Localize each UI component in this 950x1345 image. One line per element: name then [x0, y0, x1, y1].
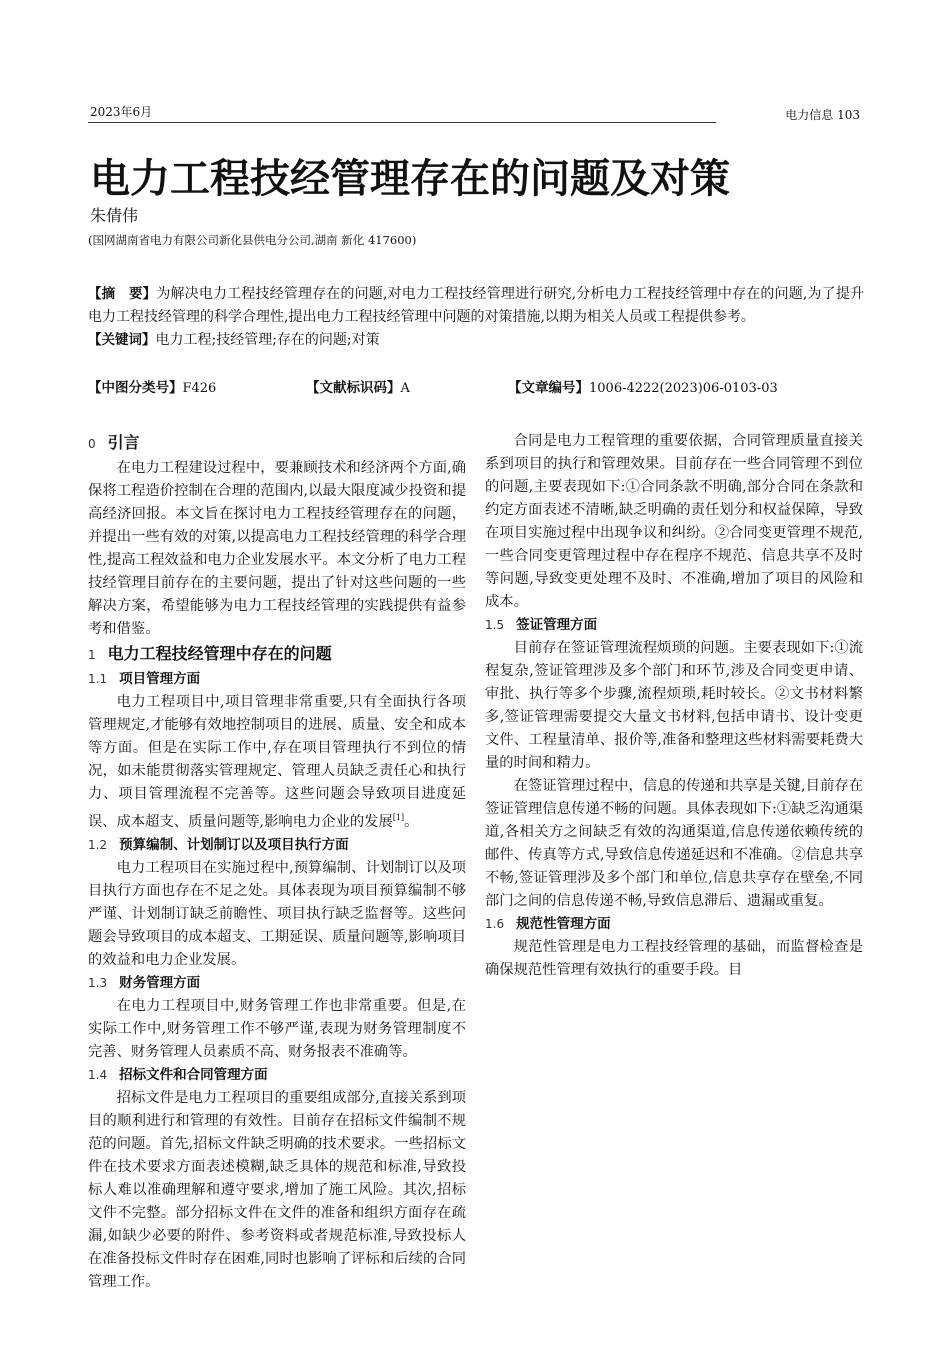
paper-title: 电力工程技经管理存在的问题及对策: [90, 156, 730, 202]
subsection-heading: [88, 972, 466, 995]
section-title: 项目管理方面: [119, 671, 201, 687]
abstract: [88, 283, 864, 329]
abstract-label: 【摘 要】: [88, 286, 157, 302]
paragraph: [88, 691, 466, 834]
left-column: [88, 430, 466, 1294]
abstract-text: 为解决电力工程技经管理存在的问题,对电力工程技经管理进行研究,分析电力工程技经管理中存在的问题,为了提升电力工程技经管理的科学合理性,提出电力工程技经管理中问题的对策措施,以期为相关人员或工程提供参考。: [88, 286, 865, 325]
section-title: 财务管理方面: [119, 974, 201, 991]
clc-label: 【中图分类号】: [88, 380, 183, 396]
section-heading: [88, 430, 466, 457]
article-no-value: 1006-4222(2023)06-0103-03: [589, 381, 778, 396]
section-number: 1.5: [485, 618, 505, 632]
section-number: 1.4: [88, 1067, 108, 1082]
section-title: 规范性管理方面: [516, 916, 611, 932]
doc-code-label: 【文献标识码】: [306, 380, 401, 396]
journal-page: 电力信息 103: [785, 108, 860, 122]
section-number: 1.3: [88, 975, 108, 990]
paragraph: 在电力工程项目中,财务管理工作也非常重要。但是,在实际工作中,财务管理工作不够严谨,表现为财务管理制度不完善、财务管理人员素质不高、财务报表不准确等。: [88, 997, 466, 1060]
subsection-heading: [88, 834, 466, 857]
right-column: [485, 430, 863, 982]
section-number: 1.2: [88, 837, 108, 852]
section-number: 1.1: [88, 672, 108, 686]
section-title: 预算编制、计划制订以及项目执行方面: [119, 836, 349, 853]
author: 朱倩伟: [90, 206, 139, 225]
paragraph: 在电力工程建设过程中，要兼顾技术和经济两个方面,确保将工程造价控制在合理的范围内,以最大限度减少投资和提高经济回报。本文旨在探讨电力工程技经管理存在的问题，并提出一些有效的对策,以提高电力工程技经管理的科学合理性,提高工程效益和电力企业发展水平。本文分析了电力工程技经管理目前存在的主要问题，提出了针对这些问题的一些解决方案，希望能够为电力工程技经管理的实践提供有益参考和借鉴。: [88, 460, 466, 637]
header-rule: [88, 122, 716, 123]
keywords-text: 电力工程;技经管理;存在的问题;对策: [155, 332, 380, 348]
section-title: 招标文件和合同管理方面: [119, 1066, 268, 1083]
article-no: [508, 376, 778, 396]
affiliation: (国网湖南省电力有限公司新化县供电分公司,湖南 新化 417600): [88, 233, 417, 247]
paragraph: 规范性管理是电力工程技经管理的基础，而监督检查是确保规范性管理有效执行的重要手段。目: [485, 939, 863, 978]
section-number: 1.6: [485, 917, 505, 931]
subsection-heading: [88, 668, 466, 691]
keywords-label: 【关键词】: [88, 332, 156, 348]
article-no-label: 【文章编号】: [508, 380, 589, 396]
paragraph: 合同是电力工程管理的重要依据，合同管理质量直接关系到项目的执行和管理效果。目前存在一些合同管理不到位的问题,主要表现如下:①合同条款不明确,部分合同在条款和约定方面表述不清晰,缺乏明确的责任划分和权益保障，导致在项目实施过程中出现争议和纠纷。②合同变更管理不规范,一些合同变更管理过程中存在程序不规范、信息共享不及时等问题,导致变更处理不及时、不准确,增加了项目的风险和成本。: [485, 433, 863, 610]
section-heading: [88, 641, 466, 668]
section-number: 1: [88, 648, 96, 662]
keywords: [88, 329, 864, 352]
section-number: 0: [88, 437, 96, 451]
clc: [88, 376, 216, 396]
abstract-block: [88, 283, 864, 352]
paragraph: 招标文件是电力工程项目的重要组成部分,直接关系到项目的顺利进行和管理的有效性。目前存在招标文件编制不规范的问题。首先,招标文件缺乏明确的技术要求。一些招标文件在技术要求方面表述模糊,缺乏具体的规范和标准,导致投标人难以准确理解和遵守要求,增加了施工风险。其次,招标文件不完整。部分招标文件在文件的准备和组织方面存在疏漏,如缺少必要的附件、参考资料或者规范标准,导致投标人在准备投标文件时存在困难,同时也影响了评标和后续的合同管理工作。: [88, 1089, 466, 1290]
citation: [1]: [392, 813, 405, 822]
paragraph: 目前存在签证管理流程烦琐的问题。主要表现如下:①流程复杂,签证管理涉及多个部门和环节,涉及合同变更申请、审批、执行等多个步骤,流程烦琐,耗时较长。②文书材料繁多,签证管理需要提交大量文书材料,包括申请书、设计变更文件、工程量清单、报价等,准备和整理这些材料需要耗费大量的时间和精力。: [485, 640, 863, 771]
paragraph: 在签证管理过程中，信息的传递和共享是关键,目前存在签证管理信息传递不畅的问题。具体表现如下:①缺乏沟通渠道,各相关方之间缺乏有效的沟通渠道,信息传递依赖传统的邮件、传真等方式,导致信息传递延迟和不准确。②信息共享不畅,签证管理涉及多个部门和单位,信息共享存在壁垒,不同部门之间的信息传递不畅,导致信息滞后、遗漏或重复。: [485, 778, 863, 909]
section-title: 签证管理方面: [516, 617, 598, 633]
subsection-heading: [88, 1064, 466, 1087]
subsection-heading: [485, 913, 863, 936]
doc-code-value: A: [400, 381, 410, 396]
clc-value: F426: [182, 381, 217, 396]
doc-code: [306, 376, 410, 396]
paragraph-end: 。: [404, 813, 419, 830]
issue-date: 2023年6月: [90, 105, 153, 119]
section-title: 引言: [107, 433, 140, 452]
paragraph: 电力工程项目在实施过程中,预算编制、计划制订以及项目执行方面也存在不足之处。具体表现为项目预算编制不够严谨、计划制订缺乏前瞻性、项目执行缺乏监督等。这些问题会导致项目的成本超支、工期延误、质量问题等,影响项目的效益和电力企业发展。: [88, 859, 466, 968]
subsection-heading: [485, 614, 863, 637]
section-title: 电力工程技经管理中存在的问题: [107, 644, 332, 663]
paragraph-text: 电力工程项目中,项目管理非常重要,只有全面执行各项管理规定,才能够有效地控制项目的进展、质量、安全和成本等方面。但是在实际工作中,存在项目管理执行不到位的情况，如未能贯彻落实管理规定、管理人员缺乏责任心和执行力、项目管理流程不完善等。这些问题会导致项目进度延误、成本超支、质量问题等,影响电力企业的发展: [88, 694, 466, 830]
